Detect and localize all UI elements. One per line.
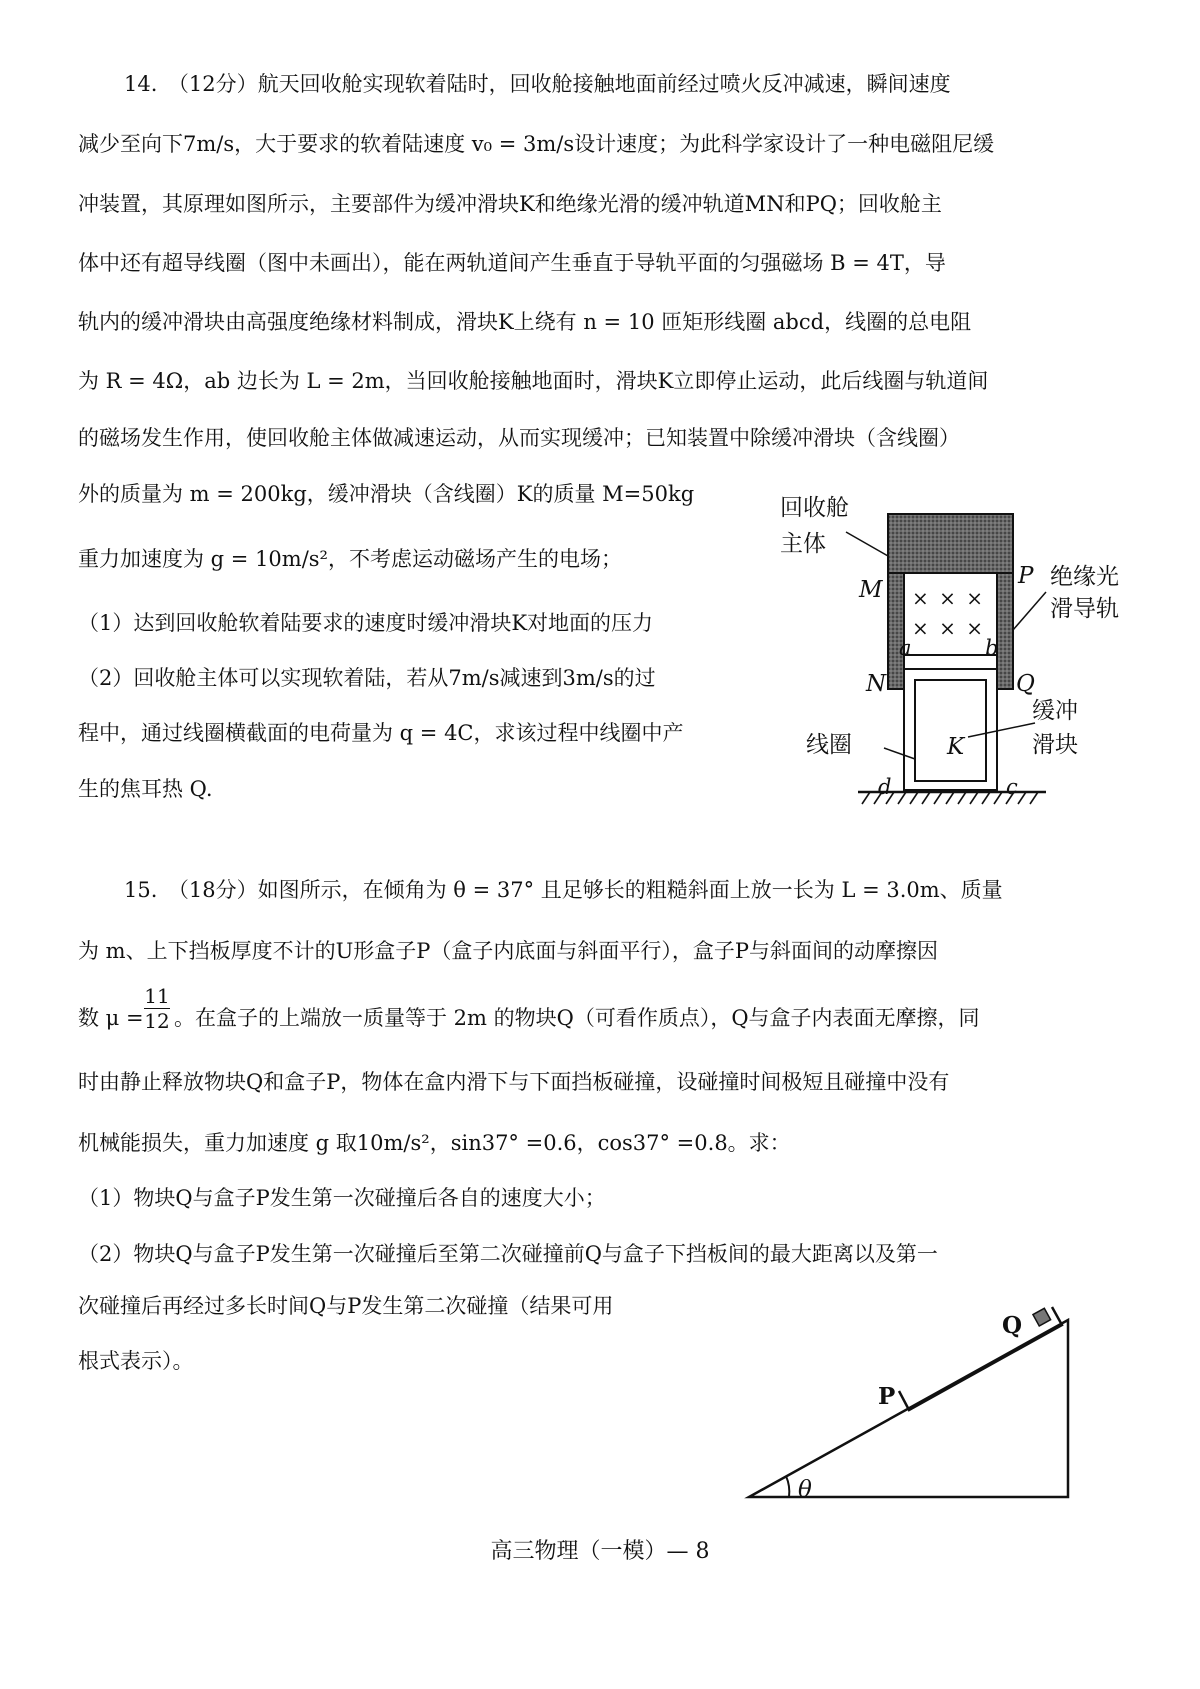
label-b: b: [985, 636, 999, 660]
label-theta: θ: [798, 1477, 812, 1503]
q15-line-9: 根式表示）。: [78, 1349, 194, 1373]
label-slider-2: 滑块: [1032, 732, 1078, 758]
q15-line-1: 15. （18分）如图所示，在倾角为 θ = 37° 且足够长的粗糙斜面上放一长为 L = 3.0m、质量: [124, 878, 1003, 902]
q15-part-2: （2）物块Q与盒子P发生第一次碰撞后至第二次碰撞前Q与盒子下挡板间的最大距离以及第一: [78, 1242, 938, 1266]
q14-line-7: 的磁场发生作用，使回收舱主体做减速运动，从而实现缓冲；已知装置中除缓冲滑块（含线圈）: [78, 426, 960, 450]
mu-numerator: 11: [144, 984, 170, 1008]
q14-line-13: 生的焦耳热 Q.: [78, 777, 213, 801]
q15-mu-prefix: 数 μ =: [78, 1006, 144, 1030]
q15-line-2: 为 m、上下挡板厚度不计的U形盒子P（盒子内底面与斜面平行），盒子P与斜面间的动摩擦因: [78, 939, 939, 963]
label-c: c: [1006, 775, 1018, 799]
q14-line-1: 14. （12分）航天回收舱实现软着陆时，回收舱接触地面前经过喷火反冲减速，瞬间速度: [124, 72, 951, 96]
label-k: K: [947, 734, 965, 760]
q14-line-9: 重力加速度为 g = 10m/s²，不考虑运动磁场产生的电场；: [78, 547, 622, 571]
q14-line-2: 减少至向下7m/s，大于要求的软着陆速度 v₀ = 3m/s设计速度；为此科学家设计了一种电磁阻尼缓: [78, 132, 995, 156]
label-p: P: [1018, 563, 1034, 589]
q14-line-6: 为 R = 4Ω，ab 边长为 L = 2m，当回收舱接触地面时，滑块K立即停止运动，此后线圈与轨道间: [78, 369, 989, 393]
label-m: M: [859, 577, 883, 603]
page-footer: 高三物理（一模）— 8: [490, 1539, 710, 1564]
label-rail-2: 滑导轨: [1050, 596, 1119, 622]
magnetic-field-row-2: × × ×: [912, 616, 985, 640]
q15-line-3: 。在盒子的上端放一质量等于 2m 的物块Q（可看作质点），Q与盒子内表面无摩擦，同: [174, 1006, 980, 1030]
q15-part-1: （1）物块Q与盒子P发生第一次碰撞后各自的速度大小；: [78, 1186, 606, 1210]
magnetic-field-row-1: × × ×: [912, 586, 985, 610]
q14-line-4: 体中还有超导线圈（图中未画出），能在两轨道间产生垂直于导轨平面的匀强磁场 B = 4T，导: [78, 251, 946, 275]
label-d: d: [878, 775, 892, 799]
q14-part-2: （2）回收舱主体可以实现软着陆，若从7m/s减速到3m/s的过: [78, 666, 656, 690]
label-rail-1: 绝缘光: [1050, 564, 1119, 590]
label-coil: 线圈: [806, 732, 852, 758]
q14-part-1: （1）达到回收舱软着陆要求的速度时缓冲滑块K对地面的压力: [78, 611, 654, 635]
label-a: a: [899, 636, 912, 660]
label-capsule-2: 主体: [780, 531, 826, 557]
q14-line-3: 冲装置，其原理如图所示，主要部件为缓冲滑块K和绝缘光滑的缓冲轨道MN和PQ；回收舱主: [78, 192, 942, 216]
block-q: [1033, 1308, 1051, 1326]
q14-line-5: 轨内的缓冲滑块由高强度绝缘材料制成，滑块K上绕有 n = 10 匝矩形线圈 abcd，线圈的总电阻: [78, 310, 972, 334]
label-slider-1: 缓冲: [1032, 698, 1078, 724]
label-capsule-1: 回收舱: [780, 495, 849, 521]
q14-line-12: 程中，通过线圈横截面的电荷量为 q = 4C，求该过程中线圈中产: [78, 721, 684, 745]
mu-denominator: 12: [144, 1009, 170, 1033]
q14-line-8: 外的质量为 m = 200kg，缓冲滑块（含线圈）K的质量 M=50kg: [78, 482, 695, 506]
q15-line-8: 次碰撞后再经过多长时间Q与P发生第二次碰撞（结果可用: [78, 1294, 614, 1318]
theta-arc: [786, 1476, 789, 1497]
label-block-q: Q: [1002, 1312, 1023, 1339]
label-q: Q: [1016, 671, 1035, 697]
label-box-p: P: [878, 1383, 896, 1410]
label-n: N: [866, 671, 887, 697]
q15-line-5: 机械能损失，重力加速度 g 取10m/s²，sin37° =0.6，cos37° =0.8。求：: [78, 1131, 791, 1155]
q15-line-4: 时由静止释放物块Q和盒子P，物体在盒内滑下与下面挡板碰撞，设碰撞时间极短且碰撞中没有: [78, 1070, 950, 1094]
